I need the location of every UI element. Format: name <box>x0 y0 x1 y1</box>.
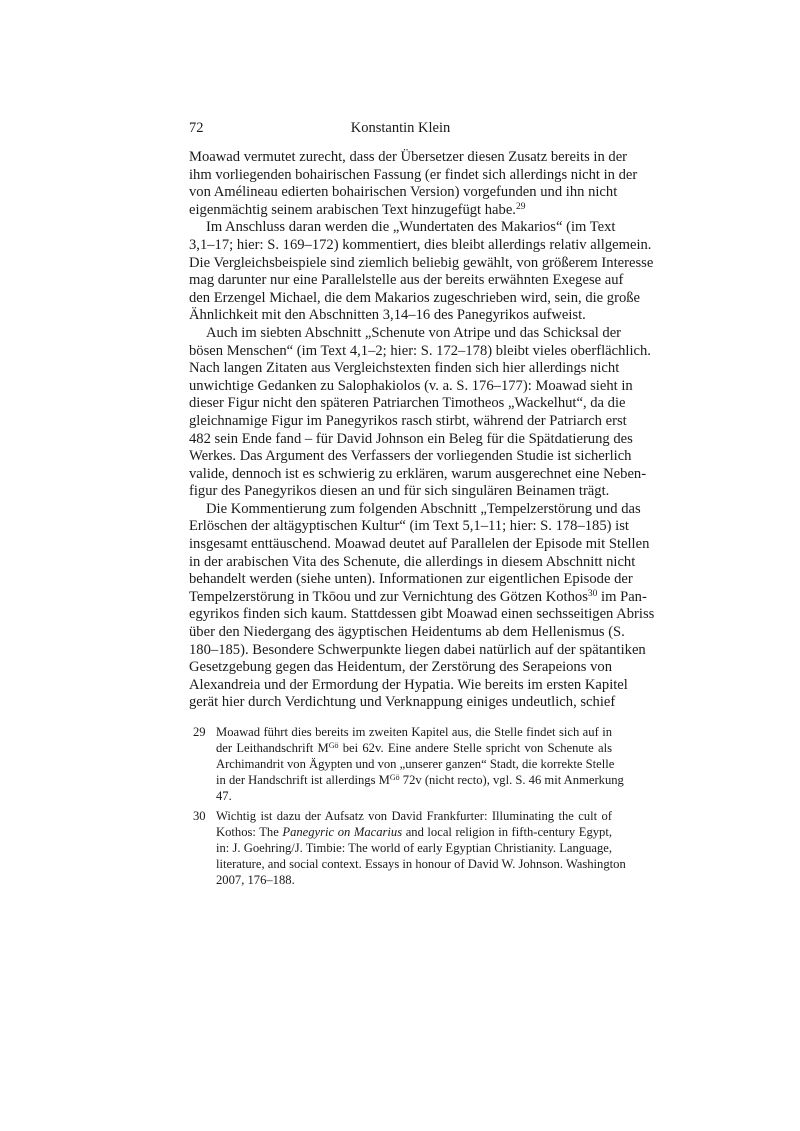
text-line: Auch im siebten Abschnitt „Schenute von Atripe und das Schicksal der <box>206 324 622 341</box>
text-line: Ähnlichkeit mit den Abschnitten 3,14–16 des Panegyrikos aufweist. <box>189 307 586 324</box>
text-line <box>189 588 647 607</box>
text-line: 482 sein Ende fand – für David Johnson ein Beleg für die Spätdatierung des <box>189 430 633 447</box>
page-number: 72 <box>189 120 204 136</box>
text-line: bösen Menschen“ (im Text 4,1–2; hier: S. 172–178) bleibt vieles oberflächlich. <box>189 342 651 359</box>
text-line: Gesetzgebung gegen das Heidentum, der Zerstörung des Serapeions von <box>189 659 612 676</box>
text-line: Alexandreia und der Ermordung der Hypatia. Wie bereits im ersten Kapitel <box>189 676 628 693</box>
text-line: valide, dennoch ist es schwierig zu erklären, warum ausgerechnet eine Neben- <box>189 465 647 482</box>
footnote-line <box>216 824 612 840</box>
text-line: 3,1–17; hier: S. 169–172) kommentiert, dies bleibt allerdings relativ allgemein. <box>189 236 652 253</box>
text-line: Nach langen Zitaten aus Vergleichstexten finden sich hier allerdings nicht <box>189 360 620 377</box>
text-line: gleichnamige Figur im Panegyrikos rasch stirbt, während der Patriarch erst <box>189 412 627 429</box>
footnote-number: 30 <box>193 809 206 823</box>
text-line <box>189 202 612 220</box>
text-segment: bei 62v. Eine andere Stelle spricht von Schenute als <box>338 741 612 755</box>
text-segment: Tempelzerstörung in Tkōou und zur Vernichtung des Götzen Kothos <box>189 588 588 605</box>
footnote-number: 29 <box>193 725 206 739</box>
text-line: egyrikos finden sich kaum. Stattdessen gibt Moawad einen sechsseitigen Abriss <box>189 606 655 623</box>
text-column <box>189 149 655 892</box>
text-segment: Kothos: The <box>216 825 283 839</box>
text-segment: and local religion in fifth-century Egypt, <box>402 825 612 839</box>
paragraph <box>189 219 654 325</box>
text-line: den Erzengel Michael, die dem Makarios zugeschrieben wird, sein, die große <box>189 289 641 306</box>
superscript: 30 <box>587 588 598 599</box>
running-header <box>189 119 612 137</box>
text-line: mag darunter nur eine Parallelstelle aus der bereits erwähnten Exegese auf <box>189 272 624 289</box>
footnotes <box>189 724 626 888</box>
text-line: dieser Figur nicht den späteren Patriarchen Timotheos „Wackelhut“, da die <box>189 395 626 412</box>
footnote-line: Moawad führt dies bereits im zweiten Kapitel aus, die Stelle findet sich auf in <box>216 725 612 739</box>
text-line: Erlöschen der altägyptischen Kultur“ (im Text 5,1–11; hier: S. 178–185) ist <box>189 518 629 535</box>
body-text <box>189 149 655 712</box>
text-line: über den Niedergang des ägyptischen Heidentums ab dem Hellenismus (S. <box>189 624 625 641</box>
text-segment: 72v (nicht recto), vgl. S. 46 mit Anmerkung <box>399 773 624 787</box>
text-segment: in der Handschrift ist allerdings M <box>216 773 390 787</box>
text-segment: der Leithandschrift M <box>216 741 329 755</box>
text-line: figur des Panegyrikos diesen an und für sich singulären Beinamen trägt. <box>189 483 610 500</box>
footnote-line: Archimandrit von Ägypten und von „unserer ganzen“ Stadt, die korrekte Stelle <box>216 757 615 771</box>
text-line: von Amélineau edierten bohairischen Version) vorgefunden und ihn nicht <box>189 184 618 201</box>
footnote-29 <box>189 724 624 804</box>
text-line: Die Kommentierung zum folgenden Abschnitt „Tempelzerstörung und das <box>206 500 641 517</box>
footnote-line <box>216 740 612 756</box>
text-line: insgesamt enttäuschend. Moawad deutet auf Parallelen der Episode mit Stellen <box>189 536 650 553</box>
text-line: Im Anschluss daran werden die „Wundertaten des Makarios“ (im Text <box>206 219 616 236</box>
text-line: unwichtige Gedanken zu Salophakiolos (v. a. S. 176–177): Moawad sieht in <box>189 377 633 394</box>
text-segment: eigenmächtig seinem arabischen Text hinzugefügt habe. <box>189 201 516 218</box>
text-line: 180–185). Besondere Schwerpunkte liegen dabei natürlich auf der spätantiken <box>189 641 646 658</box>
footnote-line: Wichtig ist dazu der Aufsatz von David Frankfurter: Illuminating the cult of <box>216 809 612 823</box>
footnote-line: in: J. Goehring/J. Timbie: The world of early Egyptian Christianity. Language, <box>216 841 612 855</box>
text-line: in der arabischen Vita des Schenute, die allerdings in diesem Abschnitt nicht <box>189 553 636 570</box>
superscript: Gö <box>389 773 400 782</box>
text-line: Werkes. Das Argument des Verfassers der vorliegenden Studie ist sicherlich <box>189 448 632 465</box>
paragraph <box>189 324 651 501</box>
text-line: ihm vorliegenden bohairischen Fassung (er findet sich allerdings nicht in der <box>189 166 638 183</box>
text-segment: im Pan- <box>597 588 647 605</box>
footnote-line: literature, and social context. Essays in honour of David W. Johnson. Washington <box>216 857 626 871</box>
text-line: Moawad vermutet zurecht, dass der Übersetzer diesen Zusatz bereits in der <box>189 149 628 165</box>
footnote-line <box>216 772 624 788</box>
running-title: Konstantin Klein <box>350 120 451 136</box>
paragraph <box>189 500 655 712</box>
paragraph <box>189 149 638 219</box>
superscript: Gö <box>328 741 339 750</box>
footnote-line: 47. <box>216 789 232 803</box>
italic-title: Panegyric on Macarius <box>282 825 403 839</box>
superscript: 29 <box>515 201 526 212</box>
text-line: Die Vergleichsbeispiele sind ziemlich beliebig gewählt, von größerem Interesse <box>189 254 654 271</box>
text-line: behandelt werden (siehe unten). Informationen zur eigentlichen Episode der <box>189 571 633 588</box>
text-line: gerät hier durch Verdichtung und Verknappung einiges undeutlich, schief <box>189 694 616 711</box>
footnote-line: 2007, 176–188. <box>216 873 295 887</box>
footnote-30 <box>189 808 626 888</box>
